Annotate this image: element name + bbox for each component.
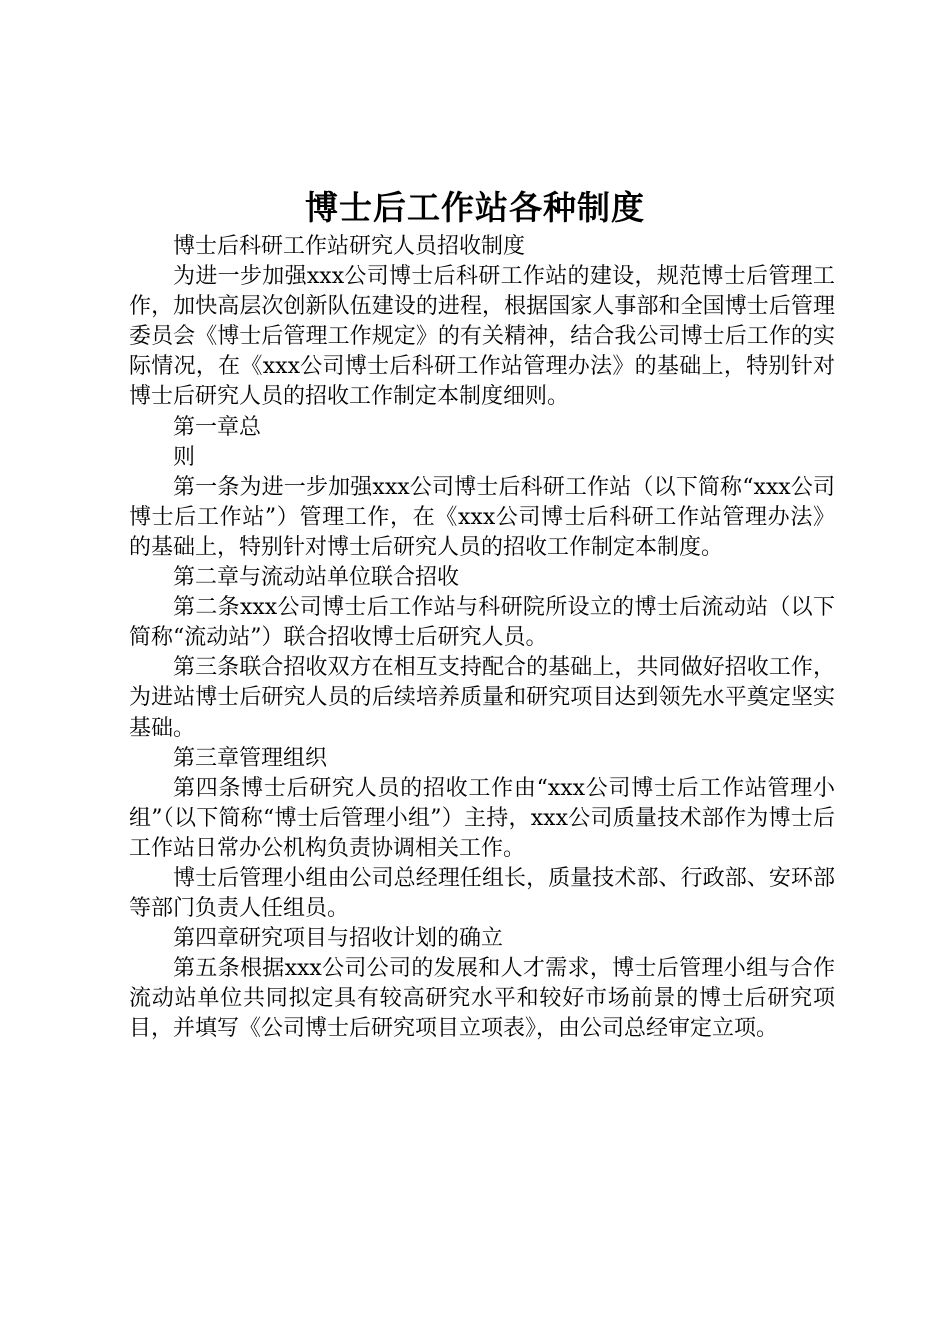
paragraph: 第五条根据xxx公司公司的发展和人才需求，博士后管理小组与合作流动站单位共同拟定具有较高研究水平和较好市场前景的博士后研究项目，并填写《公司博士后研究项目立项表》，由公司总经审定立项。: [129, 956, 835, 1042]
chapter-heading: 第四章研究项目与招收计划的确立: [173, 926, 504, 952]
section-heading: 博士后科研工作站研究人员招收制度: [173, 234, 526, 259]
chapter-heading: 第二章与流动站单位联合招收: [173, 565, 460, 591]
paragraph: 为进一步加强xxx公司博士后科研工作站的建设，规范博士后管理工作，加快高层次创新队伍建设的进程，根据国家人事部和全国博士后管理委员会《博士后管理工作规定》的有关精神，结合我公司博士后工作的实际情况，在《xxx公司博士后科研工作站管理办法》的基础上，特别针对博士后研究人员的招收工作制定本制度细则。: [129, 264, 835, 410]
chapter-heading: 第一章总: [173, 414, 262, 440]
chapter-heading: 则: [173, 444, 196, 470]
paragraph: 第一条为进一步加强xxx公司博士后科研工作站（以下简称“xxx公司博士后工作站”）管理工作，在《xxx公司博士后科研工作站管理办法》的基础上，特别针对博士后研究人员的招收工作制定本制度。: [129, 474, 835, 560]
document-body: [129, 232, 835, 1045]
paragraph: 第四条博士后研究人员的招收工作由“xxx公司博士后工作站管理小组”（以下简称“博士后管理小组”）主持，xxx公司质量技术部作为博士后工作站日常办公机构负责协调相关工作。: [129, 775, 835, 861]
paragraph: 第三条联合招收双方在相互支持配合的基础上，共同做好招收工作，为进站博士后研究人员的后续培养质量和研究项目达到领先水平奠定坚实基础。: [129, 655, 835, 741]
paragraph: 第二条xxx公司博士后工作站与科研院所设立的博士后流动站（以下简称“流动站”）联合招收博士后研究人员。: [129, 595, 835, 651]
chapter-heading: 第三章管理组织: [173, 745, 328, 771]
document-title: 博士后工作站各种制度: [305, 188, 645, 227]
paragraph: 博士后管理小组由公司总经理任组长，质量技术部、行政部、安环部等部门负责人任组员。: [129, 865, 835, 922]
